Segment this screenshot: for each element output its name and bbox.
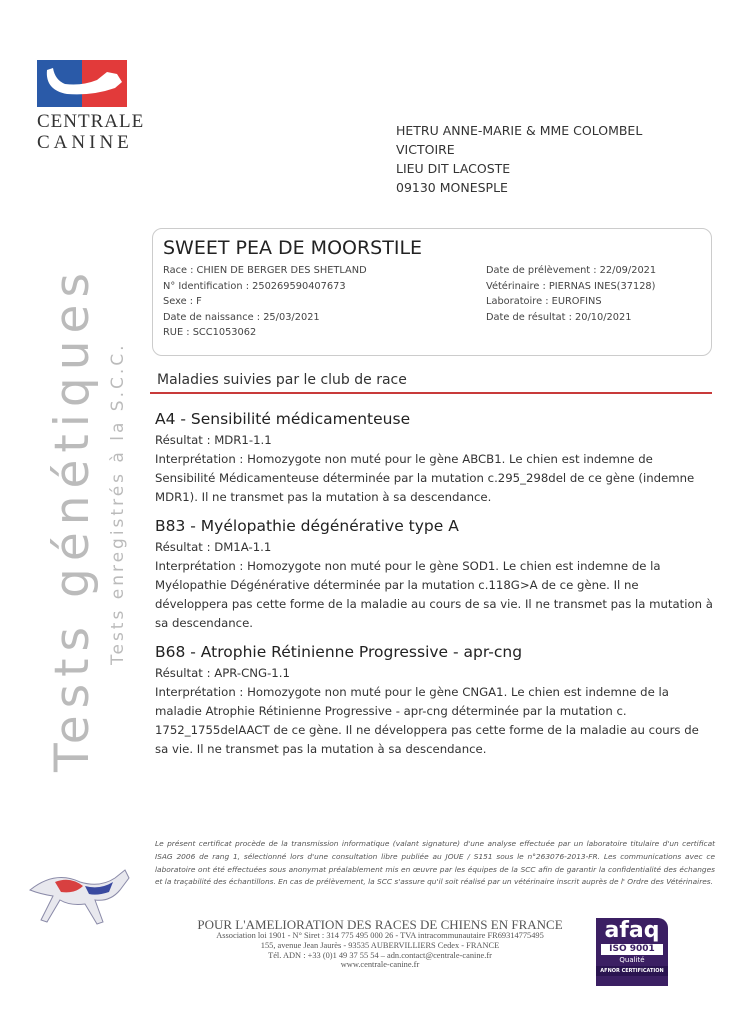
centrale-canine-logo: CENTRALE CANINE: [37, 60, 127, 153]
result-date: Date de résultat : 20/10/2021: [486, 311, 632, 323]
running-dog-icon: [25, 860, 135, 939]
breed: Race : CHIEN DE BERGER DES SHETLAND: [163, 265, 367, 276]
dog-info-box: [152, 228, 712, 356]
section-title: Maladies suivies par le club de race: [157, 372, 407, 388]
owner-address: HETRU ANNE-MARIE & MME COLOMBEL VICTOIRE LIEU DIT LACOSTE 09130 MONESPLE: [396, 123, 643, 195]
sample-date: Date de prélèvement : 22/09/2021: [486, 265, 657, 276]
rue: RUE : SCC1053062: [163, 327, 257, 338]
disease-item: [155, 517, 715, 633]
afaq-iso-logo: afaq ISO 9001 Qualité AFNOR CERTIFICATION: [596, 918, 668, 986]
birth-date: Date de naissance : 25/03/2021: [163, 311, 320, 323]
legal-notice: Le présent certificat procède de la transmission informatique (valant signature) d'une analyse effectuée par un laboratoire titulaire d'un certificat ISAG 2006 de rang 1, sélectionné lors d'une consultation libre publiée au JOUE / S151 sous le n°263076-2013-FR. Les communications avec ce laboratoire ont été effectuées sous anonymat préalablement mis en œuvre par les équipes de la SCC afin de garantir la confidentialité des échanges et la traçabilité des échantillons. En cas de prélèvement, la SCC s'assure qu'il soit réalisé par un vétérinaire inscrit auprès de l' Ordre des Vétérinaires.: [155, 839, 715, 887]
disease-result: Résultat : APR-CNG-1.1: [155, 666, 290, 680]
disease-title: B68 - Atrophie Rétinienne Progressive - apr-cng: [155, 643, 523, 661]
section-divider: [150, 392, 712, 394]
disease-title: A4 - Sensibilité médicamenteuse: [155, 410, 411, 428]
veterinarian: Vétérinaire : PIERNAS INES(37128): [486, 280, 656, 292]
disease-result: Résultat : DM1A-1.1: [155, 540, 272, 554]
side-title: Tests génétiques: [45, 266, 100, 772]
disease-interpretation: Interprétation : Homozygote non muté pour le gène SOD1. Le chien est indemne de la Myélopathie Dégénérative déterminée par la mutation c.118G>A de ce gène. Il ne développera pas cette forme de la maladie au cours de sa vie. Il ne transmet pas la mutation à sa descendance.: [155, 559, 713, 630]
dog-name: SWEET PEA DE MOORSTILE: [163, 237, 423, 259]
laboratory: Laboratoire : EUROFINS: [486, 296, 602, 307]
side-subtitle: Tests enregistrés à la S.C.C.: [108, 342, 128, 665]
sex: Sexe : F: [163, 296, 202, 307]
disease-interpretation: Interprétation : Homozygote non muté pour le gène ABCB1. Le chien est indemne de Sensibilité Médicamenteuse déterminée par la mutation c.295_298del de ce gène (indemne MDR1). Il ne transmet pas la mutation à sa descendance.: [155, 452, 695, 504]
disease-item: [155, 410, 715, 507]
disease-result: Résultat : MDR1-1.1: [155, 433, 272, 447]
identification: N° Identification : 250269590407673: [163, 280, 346, 292]
disease-interpretation: Interprétation : Homozygote non muté pour le gène CNGA1. Le chien est indemne de la maladie Atrophie Rétinienne Progressive - apr-cng déterminée par la mutation c. 1752_1755delAACT de ce gène. Il ne développera pas cette forme de la maladie au cours de sa vie. Il ne transmet pas la mutation à sa descendance.: [155, 685, 699, 756]
footer-address: POUR L'AMELIORATION DES RACES DE CHIENS EN FRANCE Association loi 1901 - N° Siret : 314 775 495 000 26 - TVA intracommunautaire FR69314775495 155, avenue Jean Jaurès - 93535 AUBERVILLIERS Cedex - FRANCE Tél. ADN : +33 (0)1 49 37 55 54 – adn.contact@centrale-canine.fr www.centrale-canine.fr: [197, 917, 563, 970]
disease-item: [155, 643, 715, 759]
disease-list: [155, 410, 715, 769]
disease-title: B83 - Myélopathie dégénérative type A: [155, 517, 459, 535]
dog-flag-icon: [37, 60, 127, 107]
